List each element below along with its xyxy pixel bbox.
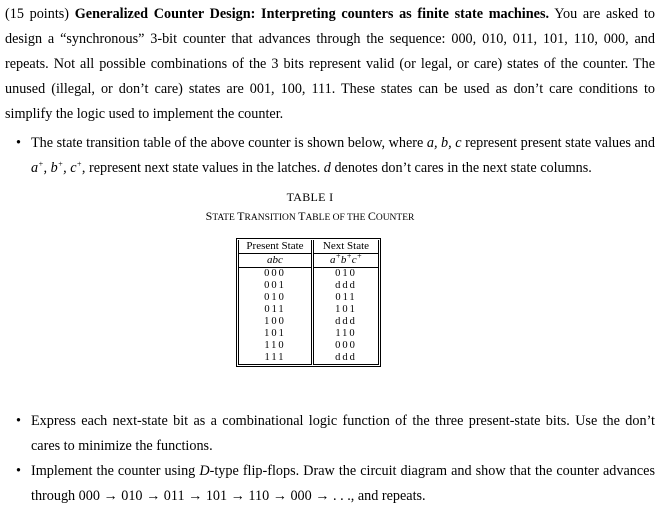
- bullet3-text-b: -type flip-flops. Draw the circuit diagram and show that the counter advances through 000 → 010 → 011 → 101 → 110 → 000 → . . ., and repeats.: [31, 463, 655, 504]
- cap-s: S: [205, 209, 213, 223]
- table-title: [0, 209, 620, 224]
- header-next-state: Next State: [313, 240, 379, 254]
- cap-t: T: [237, 209, 245, 223]
- cap-ounter: OUNTER: [375, 213, 415, 223]
- bullet1-text-a: The state transition table of the above counter is shown below, where: [31, 135, 427, 151]
- next-state-cell: 000: [313, 340, 379, 352]
- intro-paragraph: [5, 2, 655, 127]
- cap-c: C: [367, 209, 376, 223]
- bullet-icon: •: [16, 135, 21, 151]
- subheader-next: a+b+c+: [313, 254, 379, 268]
- table-row: [239, 328, 379, 340]
- table-body: [239, 268, 379, 365]
- bullet-icon: •: [16, 413, 21, 429]
- present-state-cell: 110: [239, 340, 313, 352]
- present-state-cell: 101: [239, 328, 313, 340]
- present-state-cell: 000: [239, 268, 313, 281]
- present-state-cell: 111: [239, 352, 313, 365]
- next-state-cell: 110: [313, 328, 379, 340]
- problem-title: Generalized Counter Design: Interpreting counters as finite state machines.: [74, 6, 550, 22]
- present-vars: a, b, c: [426, 135, 462, 151]
- bullet1-text-b: represent present state values and: [461, 135, 655, 151]
- bullet-text: [31, 131, 655, 181]
- bullet2-text: Express each next-state bit as a combinational logic function of the three present-state bits. Use the don’t cares to minimize the functions.: [31, 413, 655, 454]
- next-state-cell: ddd: [313, 280, 379, 292]
- bullet1-text-d: denotes don’t cares in the next state columns.: [330, 160, 592, 176]
- bullet-transition-table: [12, 131, 655, 181]
- bullet1-text-c: , represent next state values in the latches.: [81, 160, 324, 176]
- subheader-present: abc: [239, 254, 313, 268]
- cap-tate: TATE: [212, 213, 238, 223]
- next-vars: a+, b+, c+: [31, 159, 82, 176]
- table-row: [239, 340, 379, 352]
- present-state-cell: 010: [239, 292, 313, 304]
- present-state-cell: 100: [239, 316, 313, 328]
- points-label: (15 points): [5, 6, 70, 22]
- next-state-cell: 101: [313, 304, 379, 316]
- table-row: [239, 280, 379, 292]
- intro-body: You are asked to design a “synchronous” 3-bit counter that advances through the sequence: 000, 010, 011, 101, 110, 000, and repeats. Not all possible combinations of the 3 bits represent valid (or legal, or care) states of the counter. The unused (illegal, or don’t care) states are 001, 100, 111. These states can be used as don’t care conditions to simplify the logic used to implement the counter.: [5, 6, 655, 122]
- present-state-cell: 001: [239, 280, 313, 292]
- next-state-cell: 010: [313, 268, 379, 281]
- table-row: [239, 352, 379, 365]
- bullet-icon: •: [16, 463, 21, 479]
- cap-able: ABLE OF THE: [305, 213, 368, 223]
- dont-care-var: d: [323, 160, 331, 176]
- table-row: [239, 268, 379, 281]
- next-state-cell: 011: [313, 292, 379, 304]
- table-row: [239, 316, 379, 328]
- cap-t2: T: [298, 209, 306, 223]
- state-transition-table: [236, 238, 381, 367]
- bullet-express-functions: [12, 409, 655, 459]
- bullet3-text: [31, 459, 655, 509]
- bullet-implement-counter: [12, 459, 655, 509]
- flipflop-type: D: [199, 463, 210, 479]
- bullet3-text-a: Implement the counter using: [31, 463, 200, 479]
- present-state-cell: 011: [239, 304, 313, 316]
- header-present-state: Present State: [239, 240, 313, 254]
- table-number: TABLE I: [286, 190, 334, 204]
- table-row: [239, 304, 379, 316]
- table-row: [239, 292, 379, 304]
- next-state-cell: ddd: [313, 316, 379, 328]
- cap-ransition: RANSITION: [244, 213, 299, 223]
- next-state-cell: ddd: [313, 352, 379, 365]
